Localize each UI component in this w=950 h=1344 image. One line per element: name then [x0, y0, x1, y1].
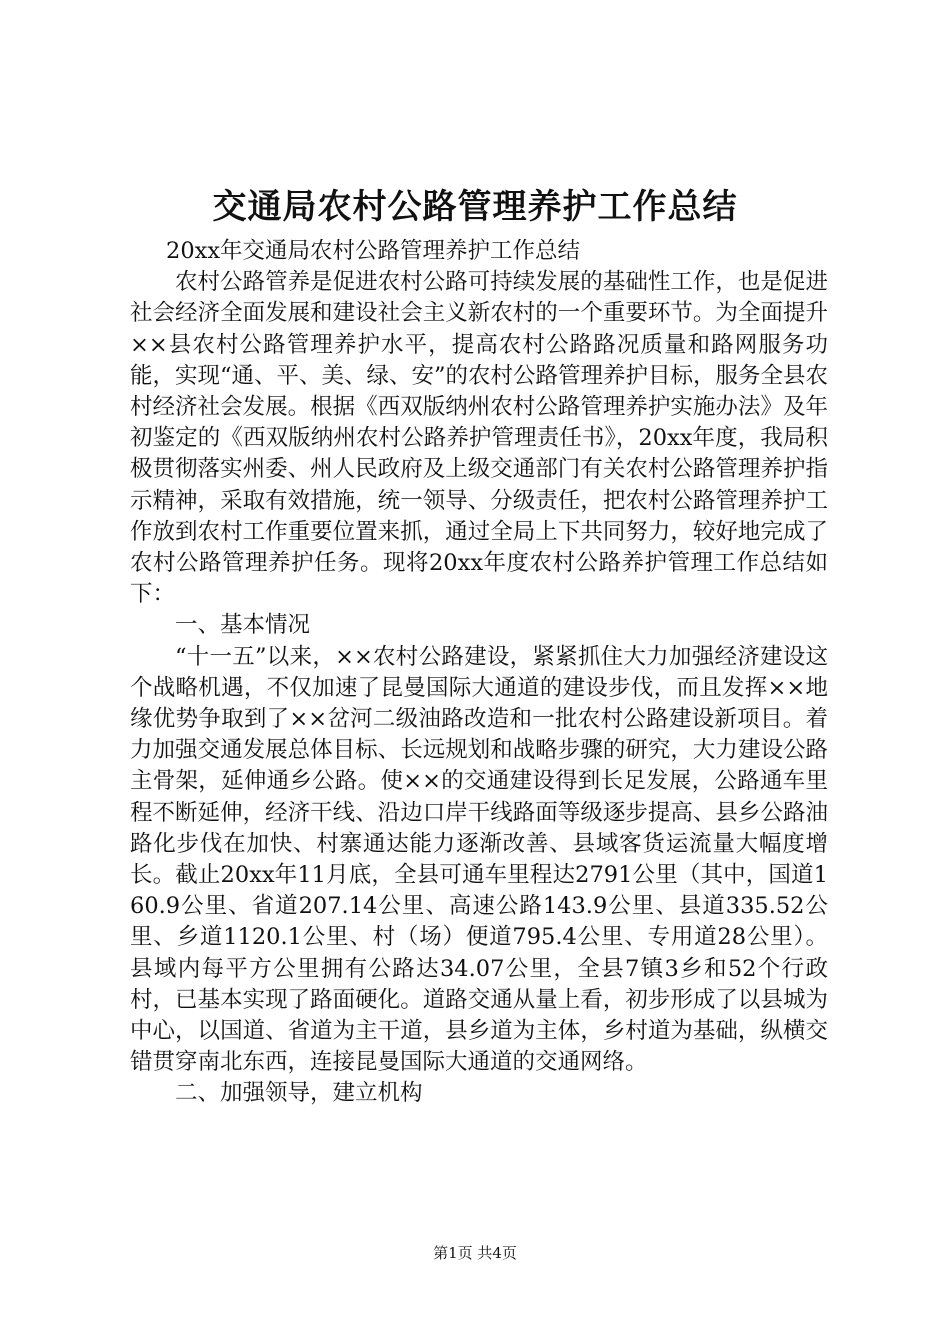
document-subtitle: 20xx年交通局农村公路管理养护工作总结: [166, 238, 581, 264]
section-heading-basic-situation: 一、基本情况: [175, 612, 311, 639]
paragraph-basic-situation: “十一五”以来，××农村公路建设，紧紧抓住大力加强经济建设这个战略机遇，不仅加速了昆曼国际大通道的建设步伐，而且发挥××地缘优势争取到了××岔河二级油路改造和一批农村公路建设新项目。着力加强交通发展总体目标、长远规划和战略步骤的研究，大力建设公路主骨架，延伸通乡公路。使××的交通建设得到长足发展，公路通车里程不断延伸，经济干线、沿边口岸干线路面等级逐步提高、县乡公路油路化步伐在加快、村寨通达能力逐渐改善、县域客货运流量大幅度增长。截止20xx年11月底，全县可通车里程达2791公里（其中，国道160.9公里、省道207.14公里、高速公路143.9公里、县道335.52公里、乡道1120.1公里、村（场）便道795.4公里、专用道28公里）。县域内每平方公里拥有公路达34.07公里，全县7镇3乡和52个行政村，已基本实现了路面硬化。道路交通从量上看，初步形成了以县城为中心，以国道、省道为主干道，县乡道为主体，乡村道为基础，纵横交错贯穿南北东西，连接昆曼国际大通道的交通网络。: [130, 643, 828, 1076]
document-title: 交通局农村公路管理养护工作总结: [212, 187, 738, 227]
document-body: [130, 236, 828, 1110]
paragraph-intro: 农村公路管养是促进农村公路可持续发展的基础性工作，也是促进社会经济全面发展和建设社会主义新农村的一个重要环节。为全面提升××县农村公路管理养护水平，提高农村公路路况质量和路网服务功能，实现“通、平、美、绿、安”的农村公路管理养护目标，服务全县农村经济社会发展。根据《西双版纳州农村公路管理养护实施办法》及年初鉴定的《西双版纳州农村公路养护管理责任书》，20xx年度，我局积极贯彻落实州委、州人民政府及上级交通部门有关农村公路管理养护指示精神，采取有效措施，统一领导、分级责任，把农村公路管理养护工作放到农村工作重要位置来抓，通过全局上下共同努力，较好地完成了农村公路管理养护任务。现将20xx年度农村公路养护管理工作总结如下：: [130, 269, 829, 608]
page-number-footer: 第1页 共4页: [433, 1244, 517, 1262]
section-heading-leadership: 二、加强领导，建立机构: [175, 1080, 423, 1107]
